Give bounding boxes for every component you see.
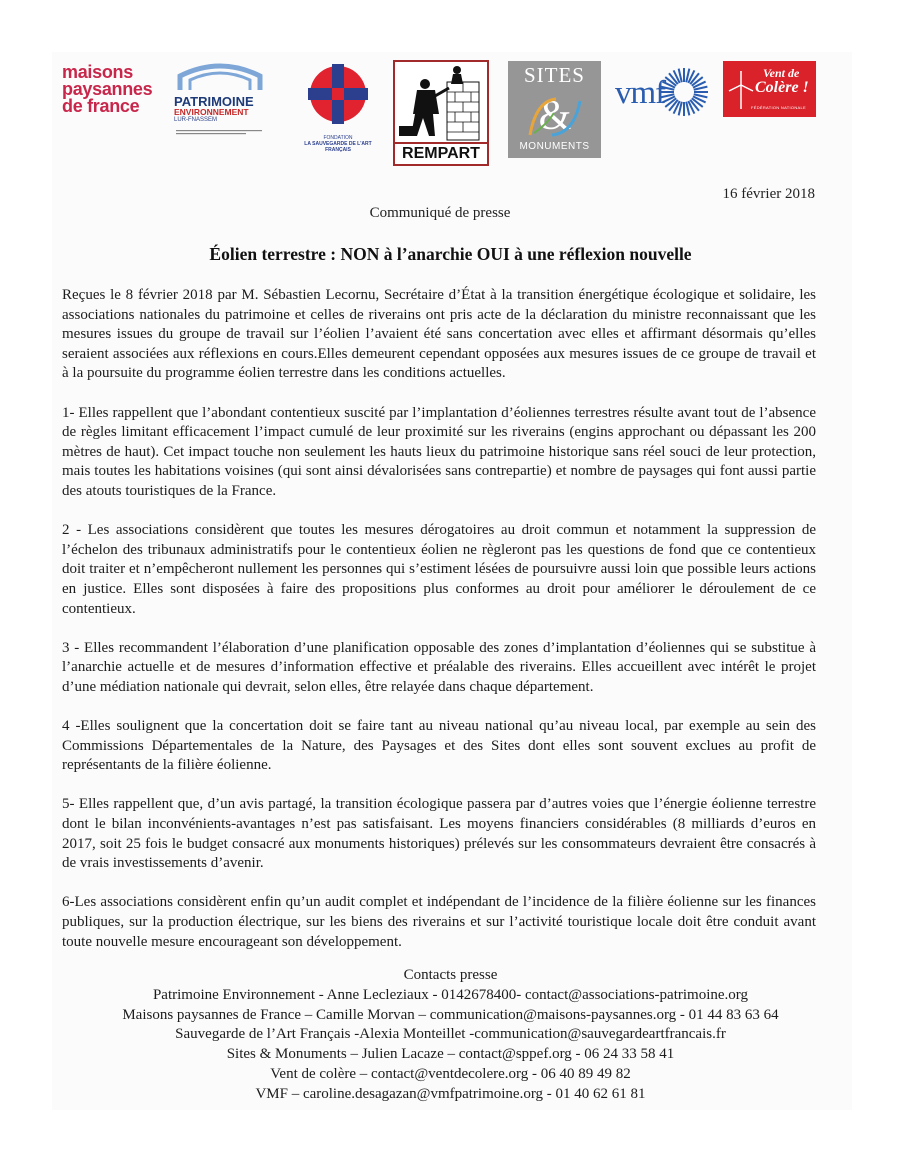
sites-word: SITES	[523, 63, 585, 87]
logo-band	[0, 0, 901, 175]
document-body	[62, 286, 816, 972]
intro-paragraph: Reçues le 8 février 2018 par M. Sébastien Lecornu, Secrétaire d’État à la transition énergétique écologique et solidaire, les associations nationales du patrimoine et celles de riverains ont pris acte de la déclaration du ministre reconnaissant que les mesures issues du groupe de travail sur l’éolien l’avaient été sans concertation avec elles et affirmant désormais qu’elles seraient associées aux réflexions en cours.Elles demeurent cependant opposées aux mesures issues de ce groupe de travail et à la poursuite du programme éolien terrestre dans les conditions actuelles.	[62, 287, 816, 382]
monuments-word: MONUMENTS	[519, 141, 590, 152]
document-title: Éolien terrestre : NON à l’anarchie OUI à une réflexion nouvelle	[209, 244, 692, 264]
document-kind: Communiqué de presse	[369, 205, 511, 221]
contact-line: Sites & Monuments – Julien Lacaze – contact@sppef.org - 06 24 33 58 41	[226, 1046, 675, 1063]
mpf-line-1: maisons	[62, 62, 133, 82]
contacts-heading: Contacts presse	[403, 967, 498, 983]
patrimoine-environnement-logo	[174, 62, 270, 134]
arch-icon	[174, 62, 266, 90]
point-1-paragraph: 1- Elles rappellent que l’abondant contentieux suscité par l’implantation d’éoliennes terrestres résulte avant tout de l’absence de règles limitant efficacement l’impact cumulé de leur proximité sur les riverains (engins approchant ou dépassant les 200 mètres de haut). Cet impact touche non seulement les hauts lieux du patrimoine historique sans réel souci de leur protection, mais toutes les habitations voisines (qui sont ainsi dévalorisées sans contrepartie) et nombre de paysages qui font aussi partie des atouts touristiques de la France.	[62, 404, 816, 499]
contact-line: Sauvegarde de l’Art Français -Alexia Monteillet -communication@sauvegardeartfrancais.fr	[175, 1026, 726, 1043]
fsa-line-2: LA SAUVEGARDE DE L'ART	[304, 141, 372, 147]
vmf-wordmark: vmf	[615, 75, 666, 111]
pe-fine-print-icon	[174, 129, 266, 137]
pe-title: PATRIMOINE	[174, 94, 254, 109]
point-3-paragraph: 3 - Elles recommandent l’élaboration d’une planification opposable des zones d’implantation d’éoliennes qui se substitue à l’anarchie actuelle et de mesures d’information effective et préalable des riverains. Elles accueillent avec intérêt le projet d’une médiation nationale qui devrait, selon elles, être relayée dans chaque département.	[62, 639, 816, 695]
mpf-line-2: paysannes	[62, 79, 153, 99]
point-6-paragraph: 6-Les associations considèrent enfin qu’un audit complet et indépendant de l’incidence de la filière éolienne sur les finances publiques, sur la production électrique, sur les biens des riverains et sur l’activité touristique locale doit être conduit avant toute nouvelle mesure encourageant son développement.	[62, 894, 816, 950]
vent-de-colere-logo	[723, 61, 816, 117]
vdc-line-3: FÉDÉRATION NATIONALE	[751, 105, 806, 110]
press-contacts	[0, 966, 901, 1105]
rempart-logo	[393, 60, 489, 166]
pe-subtitle: ENVIRONNEMENT	[174, 107, 249, 117]
fsa-line-3: FRANÇAIS	[325, 147, 351, 153]
vdc-line-2: Colère !	[755, 79, 809, 96]
colored-swoosh-icon	[526, 95, 584, 139]
sites-monuments-logo	[508, 61, 601, 158]
pe-subtitle-2: LUR-FNASSEM	[174, 117, 218, 123]
contact-line: VMF – caroline.desagazan@vmfpatrimoine.org - 01 40 62 61 81	[255, 1085, 646, 1102]
point-4-paragraph: 4 -Elles soulignent que la concertation doit se faire tant au niveau national qu’au niveau local, par exemple au sein des Commissions Départementales de la Nature, des Paysages et des Sites dont elles sont souvent exclues au profit de représentants de la filière éolienne.	[62, 718, 816, 774]
vdc-line-1: Vent de	[763, 66, 800, 80]
point-2-paragraph: 2 - Les associations considèrent que toutes les mesures dérogatoires au droit commun et notamment la suppression de l’échelon des tribunaux administratifs pour le contentieux éolien ne règleront pas les questions de fond que ce contentieux doit traiter et n’empêcheront nullement les personnes qui s’estiment lésées de poursuivre aussi loin que possible leurs actions en justice. Elles sont disposées à faire des propositions plus conformes au droit pour améliorer le déroulement de ce contentieux.	[62, 522, 816, 617]
contact-line: Vent de colère – contact@ventdecolere.org - 06 40 89 49 82	[270, 1065, 631, 1082]
sites-ampersand: &	[538, 93, 572, 139]
contact-line: Maisons paysannes de France – Camille Morvan – communication@maisons-paysannes.org - 01 44 83 63 64	[122, 1006, 779, 1023]
contact-line: Patrimoine Environnement - Anne Lecleziaux - 0142678400- contact@associations-patrimoine.org	[152, 986, 749, 1003]
wind-turbine-icon	[727, 69, 755, 109]
cross-emblem-icon	[292, 62, 384, 130]
point-5-paragraph: 5- Elles rappellent que, d’un avis partagé, la transition écologique passera par d’autres voies que l’énergie éolienne terrestre dont le bilan inconvénients-avantages n’est pas satisfaisant. Les moyens financiers considérables (8 milliards d’euros en 2017, soit 25 fois le budget consacré aux monuments historiques) prélevés sur les consommateurs devraient être consacrés à de vrais investissements d’avenir.	[62, 796, 816, 872]
mpf-line-3: de france	[62, 96, 140, 116]
fsa-line-1: FONDATION	[323, 135, 353, 141]
sauvegarde-art-francais-logo	[292, 62, 384, 158]
workers-illustration-icon	[395, 62, 487, 144]
rempart-label: REMPART	[395, 142, 487, 164]
document-date: 16 février 2018	[722, 186, 815, 202]
maisons-paysannes-logo	[62, 64, 172, 115]
vmf-logo	[613, 62, 711, 122]
